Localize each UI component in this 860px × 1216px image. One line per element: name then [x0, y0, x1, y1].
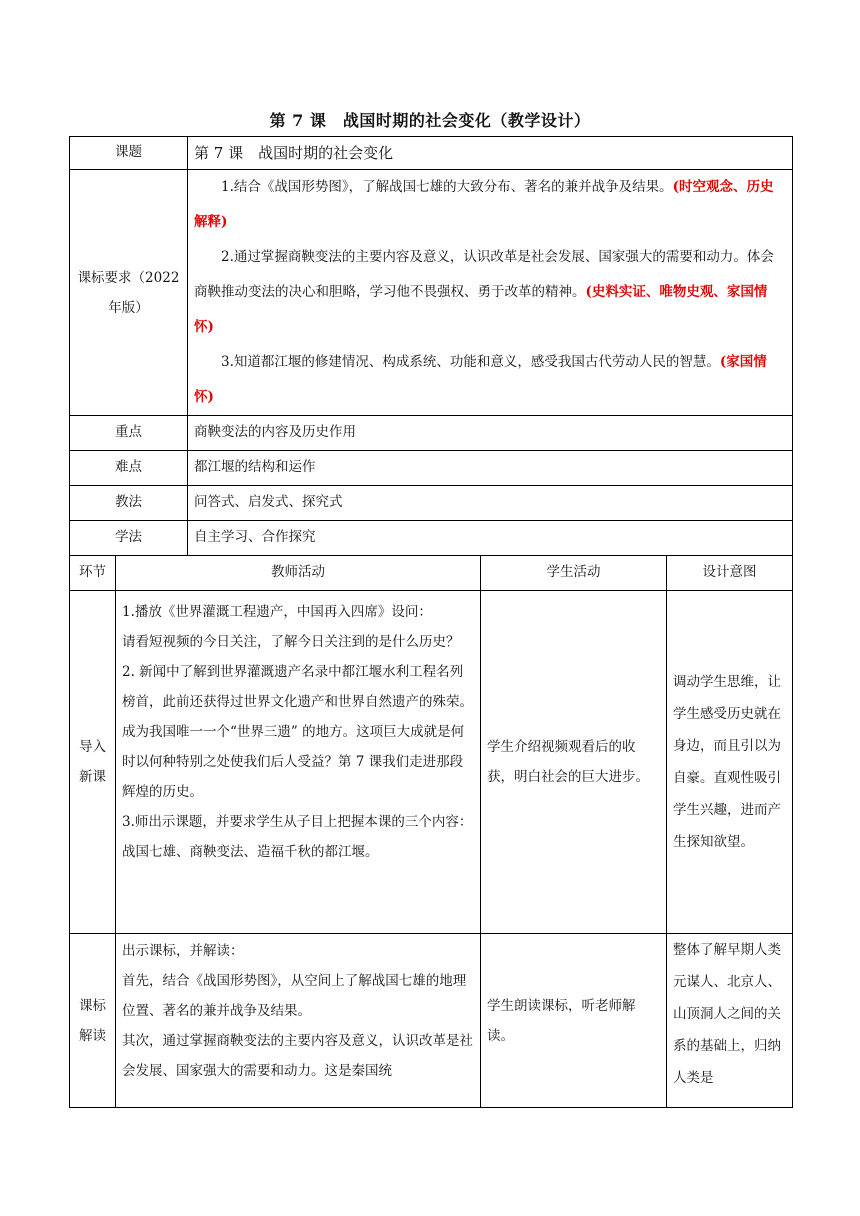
- topic-label: 课题: [70, 137, 188, 170]
- teaching-method-row: [70, 486, 793, 521]
- requirements-row: [70, 170, 793, 416]
- stage-cell: 课标解读: [70, 934, 116, 1108]
- header-stage: 环节: [70, 556, 116, 591]
- activity-header-row: [70, 556, 793, 591]
- competency-tag: (时空观念、历史解释): [194, 179, 774, 230]
- requirements-label: 课标要求（2022年版）: [70, 170, 188, 416]
- student-activity: 学生朗读课标，听老师解读。: [481, 934, 667, 1108]
- difficulty-label: 难点: [70, 451, 188, 486]
- difficulty-row: [70, 451, 793, 486]
- header-student-activity: 学生活动: [481, 556, 667, 591]
- activity-row: [70, 591, 793, 934]
- teacher-step: 其次，通过掌握商鞅变法的主要内容及意义，认识改革是社会发展、国家强大的需要和动力。这是秦国统: [122, 1033, 473, 1079]
- requirement-item: 3.知道都江堰的修建情况、构成系统、功能和意义，感受我国古代劳动人民的智慧。(家国情怀): [194, 354, 767, 405]
- teacher-step: 请看短视频的今日关注，了解今日关注到的是什么历史？: [122, 634, 460, 650]
- key-point-label: 重点: [70, 416, 188, 451]
- student-activity: 学生介绍视频观看后的收获，明白社会的巨大进步。: [481, 591, 667, 934]
- topic-row: [70, 137, 793, 170]
- key-point-row: [70, 416, 793, 451]
- learning-method-label: 学法: [70, 521, 188, 556]
- teacher-step: 出示课标，并解读：: [122, 943, 244, 959]
- teacher-step: 3.师出示课题，并要求学生从子目上把握本课的三个内容：战国七雄、商鞅变法、造福千秋的都江堰。: [122, 814, 473, 860]
- requirement-item: 2.通过掌握商鞅变法的主要内容及意义，认识改革是社会发展、国家强大的需要和动力。体会商鞅推动变法的决心和胆略，学习他不畏强权、勇于改革的精神。(史料实证、唯物史观、家国情怀): [194, 249, 774, 335]
- design-intent: 整体了解早期人类元谋人、北京人、山顶洞人之间的关系的基础上，归纳人类是: [667, 934, 793, 1108]
- learning-method-row: [70, 521, 793, 556]
- lesson-plan-table: [69, 136, 793, 1108]
- teaching-method-value: 问答式、启发式、探究式: [188, 486, 793, 521]
- teacher-step: 1.播放《世界灌溉工程遗产，中国再入四席》设问：: [122, 604, 432, 620]
- stage-cell: 导入新课: [70, 591, 116, 934]
- key-point-value: 商鞅变法的内容及历史作用: [188, 416, 793, 451]
- activity-row: [70, 934, 793, 1108]
- teaching-method-label: 教法: [70, 486, 188, 521]
- requirement-item: 1.结合《战国形势图》，了解战国七雄的大致分布、著名的兼并战争及结果。(时空观念、历史解释): [194, 179, 774, 230]
- requirements-content: [188, 170, 793, 416]
- competency-tag: (家国情怀): [194, 354, 767, 405]
- teacher-step: 2. 新闻中了解到世界灌溉遗产名录中都江堰水利工程名列榜首，此前还获得过世界文化遗产和世界自然遗产的殊荣。成为我国唯一一个“世界三遗” 的地方。这项巨大成就是何时以何种特别之处使我们后人受益？第 7 课我们走进那段辉煌的历史。: [122, 664, 473, 800]
- header-teacher-activity: 教师活动: [116, 556, 481, 591]
- competency-tag: (史料实证、唯物史观、家国情怀): [194, 284, 768, 335]
- page-title: 第 7 课 战国时期的社会变化（教学设计）: [269, 111, 591, 130]
- learning-method-value: 自主学习、合作探究: [188, 521, 793, 556]
- design-intent: 调动学生思维，让学生感受历史就在身边，而且引以为自豪。直观性吸引学生兴趣，进而产生探知欲望。: [667, 591, 793, 934]
- difficulty-value: 都江堰的结构和运作: [188, 451, 793, 486]
- header-design-intent: 设计意图: [667, 556, 793, 591]
- topic-value: 第 7 课 战国时期的社会变化: [188, 137, 793, 170]
- teacher-activity: [116, 934, 481, 1108]
- teacher-step: 首先，结合《战国形势图》，从空间上了解战国七雄的地理位置、著名的兼并战争及结果。: [122, 973, 467, 1019]
- teacher-activity: [116, 591, 481, 934]
